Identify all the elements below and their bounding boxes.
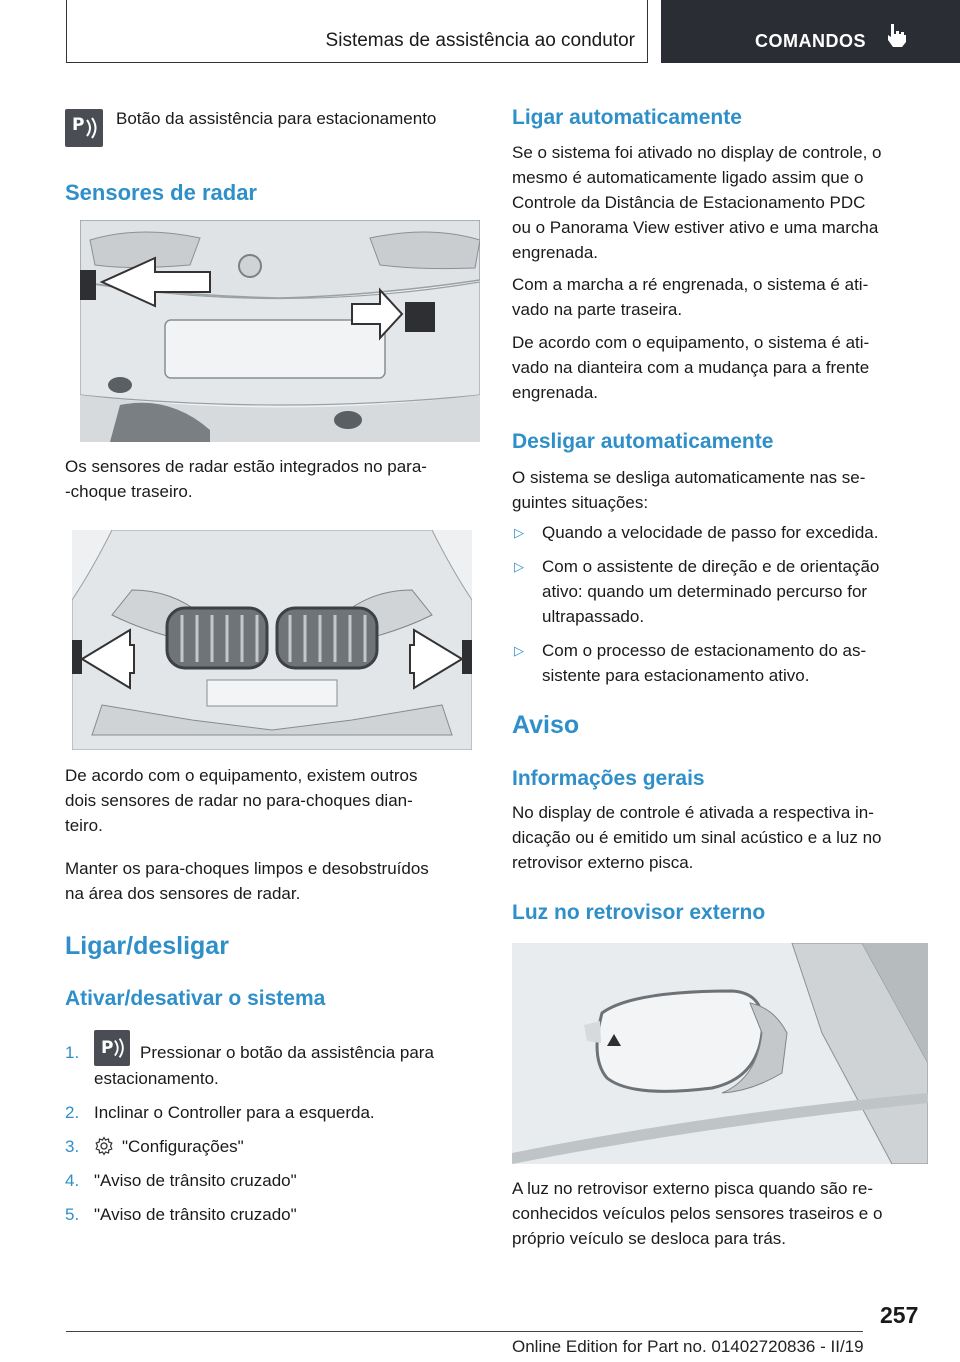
heading-auto-on: Ligar automaticamente: [512, 106, 742, 129]
auto-off-conditions: [512, 520, 928, 688]
list-item: 1. P Pressionar o botão da assistência para estacionamento.: [65, 1040, 480, 1091]
heading-warning: Aviso: [512, 711, 580, 739]
park-assist-button-icon: P: [65, 109, 103, 147]
triangle-bullet-icon: ▷: [514, 643, 524, 658]
keep-clean-text: Manter os para-choques limpos e desobstruídos na área dos sensores de radar.: [65, 859, 429, 903]
heading-auto-off: Desligar automaticamente: [512, 430, 774, 453]
front-sensors-text: De acordo com o equipamento, existem outros dois sensores de radar no para-choques dian- teiro.: [65, 766, 418, 835]
header-chapter-tab: [661, 0, 960, 63]
footer-divider: [66, 1331, 863, 1332]
gear-icon: [94, 1136, 114, 1156]
heading-general-info: Informações gerais: [512, 767, 705, 790]
edition-note: Online Edition for Part no. 01402720836 - II/19: [512, 1337, 864, 1356]
pointing-hand-icon: [885, 22, 909, 48]
front-bumper-illustration: [72, 530, 472, 750]
auto-on-text-3: De acordo com o equipamento, o sistema é ati- vado na dianteira com a mudança para a frente engrenada.: [512, 333, 870, 402]
list-item: ▷ Com o processo de estacionamento do as- sistente para estacionamento ativo.: [512, 638, 928, 688]
auto-on-text-1: Se o sistema foi ativado no display de controle, o mesmo é automaticamente ligado assim que o Controle da Distância de Estacionamento PDC ou o Panorama View estiver ativo e uma marcha engrenada.: [512, 143, 882, 262]
auto-off-text: O sistema se desliga automaticamente nas se- guintes situações:: [512, 468, 866, 512]
header-section-title: Sistemas de assistência ao condutor: [325, 30, 635, 51]
mirror-light-text: A luz no retrovisor externo pisca quando são re- conhecidos veículos pelos sensores traseiros e o próprio veículo se desloca para trás.: [512, 1179, 883, 1248]
list-item: 4. "Aviso de trânsito cruzado": [65, 1170, 297, 1190]
park-assist-button-icon: P: [94, 1030, 130, 1066]
header-chapter-title: COMANDOS: [755, 31, 866, 51]
rear-bumper-illustration: [80, 220, 480, 442]
auto-on-text-2: Com a marcha a ré engrenada, o sistema é ati- vado na parte traseira.: [512, 275, 869, 319]
list-item: 3. "Configurações": [65, 1136, 244, 1156]
activation-steps: [65, 1037, 480, 1227]
triangle-bullet-icon: ▷: [514, 525, 524, 540]
button-caption: Botão da assistência para estacionamento: [116, 109, 437, 128]
heading-on-off: Ligar/desligar: [65, 932, 229, 960]
list-item: ▷ Quando a velocidade de passo for excedida.: [512, 520, 928, 545]
mirror-illustration: [512, 943, 928, 1164]
triangle-bullet-icon: ▷: [514, 559, 524, 574]
heading-radar-sensors: Sensores de radar: [65, 180, 257, 205]
page-number: 257: [880, 1302, 919, 1328]
heading-activate-system: Ativar/desativar o sistema: [65, 987, 326, 1010]
list-item: 2. Inclinar o Controller para a esquerda.: [65, 1102, 375, 1122]
list-item: 5. "Aviso de trânsito cruzado": [65, 1204, 297, 1224]
heading-mirror-light: Luz no retrovisor externo: [512, 901, 766, 924]
rear-sensors-text: Os sensores de radar estão integrados no para- -choque traseiro.: [65, 457, 427, 501]
general-info-text: No display de controle é ativada a respectiva in- dicação ou é emitido um sinal acústico e a luz no retrovisor externo pisca.: [512, 803, 882, 872]
header-section-box: [66, 0, 648, 63]
list-item: ▷ Com o assistente de direção e de orientação ativo: quando um determinado percurso for ultrapassado.: [512, 554, 928, 629]
